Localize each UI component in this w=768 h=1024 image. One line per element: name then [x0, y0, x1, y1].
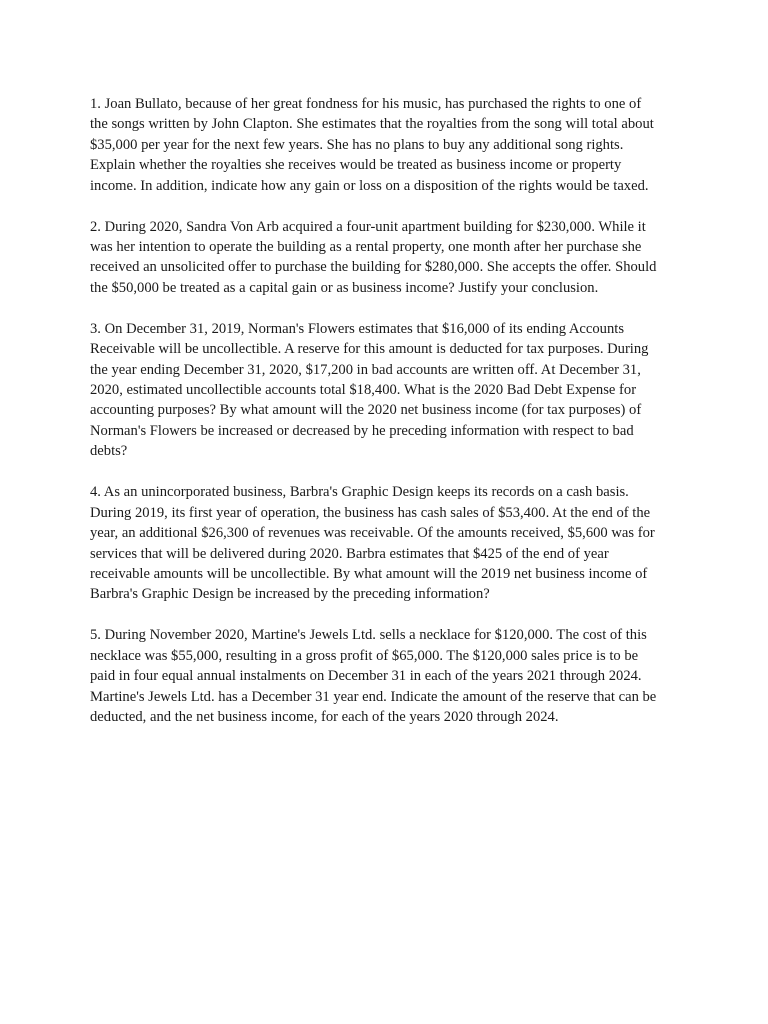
question-4: 4. As an unincorporated business, Barbra's Graphic Design keeps its records on a cash basis. During 2019, its first year of operation, the business has cash sales of $53,400. At the end of the year, an additional $26,300 of revenues was receivable. Of the amounts received, $5,600 was for services that will be delivered during 2020. Barbra estimates that $425 of the end of year receivable amounts will be uncollectible. By what amount will the 2019 net business income of Barbra's Graphic Design be increased by the preceding information?: [90, 484, 655, 603]
question-5: 5. During November 2020, Martine's Jewels Ltd. sells a necklace for $120,000. The cost of this necklace was $55,000, resulting in a gross profit of $65,000. The $120,000 sales price is to be paid in four equal annual instalments on December 31 in each of the years 2021 through 2024. Martine's Jewels Ltd. has a December 31 year end. Indicate the amount of the reserve that can be deducted, and the net business income, for each of the years 2020 through 2024.: [90, 627, 657, 725]
question-2: 2. During 2020, Sandra Von Arb acquired a four-unit apartment building for $230,000. While it was her intention to operate the building as a rental property, one month after her purchase she received an unsolicited offer to purchase the building for $280,000. She accepts the offer. Should the $50,000 be treated as a capital gain or as business income? Justify your conclusion.: [90, 218, 657, 296]
question-1: 1. Joan Bullato, because of her great fondness for his music, has purchased the rights to one of the songs written by John Clapton. She estimates that the royalties from the song will total about $35,000 per year for the next few years. She has no plans to buy any additional song rights. Explain whether the royalties she receives would be treated as business income or property income. In addition, indicate how any gain or loss on a disposition of the rights would be taxed.: [90, 96, 654, 194]
question-3: 3. On December 31, 2019, Norman's Flowers estimates that $16,000 of its ending Accounts Receivable will be uncollectible. A reserve for this amount is deducted for tax purposes. During the year ending December 31, 2020, $17,200 in bad accounts are written off. At December 31, 2020, estimated uncollectible accounts total $18,400. What is the 2020 Bad Debt Expense for accounting purposes? By what amount will the 2020 net business income (for tax purposes) of Norman's Flowers be increased or decreased by he preceding information with respect to bad debts?: [90, 320, 649, 460]
document-page: [90, 94, 686, 748]
